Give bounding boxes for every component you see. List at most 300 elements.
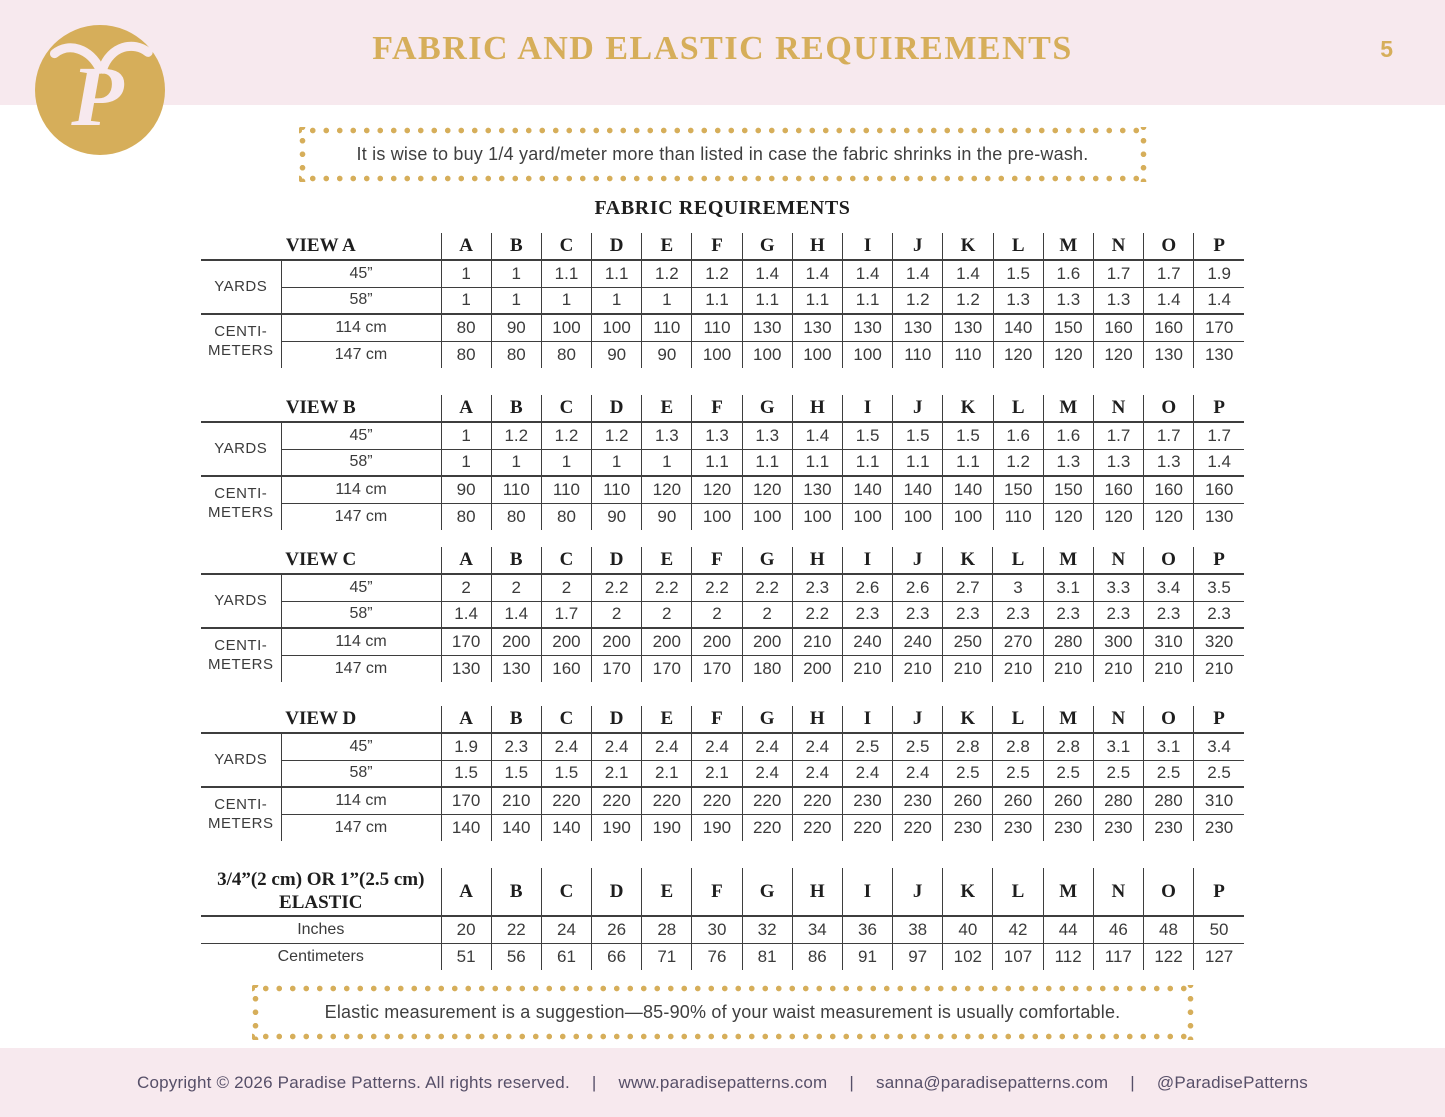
value-cell: 210 (1143, 655, 1193, 682)
size-header-cell: B (491, 233, 541, 260)
value-cell: 200 (742, 628, 792, 655)
value-cell: 1.2 (893, 287, 943, 314)
value-cell: 220 (692, 787, 742, 814)
value-cell: 130 (1194, 503, 1244, 530)
value-cell: 100 (742, 341, 792, 368)
value-cell: 100 (692, 503, 742, 530)
value-cell: 97 (893, 943, 943, 970)
centimeters-group-label: CENTI- METERS (207, 322, 274, 359)
size-header-cell: I (842, 547, 892, 574)
measure-label-cell: 58” (281, 601, 441, 628)
value-cell: 310 (1194, 787, 1244, 814)
value-cell: 2 (491, 574, 541, 601)
elastic-row-label: Centimeters (277, 947, 364, 965)
value-cell: 140 (993, 314, 1043, 341)
value-cell: 190 (592, 814, 642, 841)
size-header-cell: P (1194, 706, 1244, 733)
value-cell: 86 (792, 943, 842, 970)
value-cell: 210 (893, 655, 943, 682)
size-header-cell: N (1093, 233, 1143, 260)
value-cell: 90 (642, 341, 692, 368)
value-cell: 2.3 (842, 601, 892, 628)
value-cell: 200 (692, 628, 742, 655)
value-cell: 1 (491, 260, 541, 287)
page-title: FABRIC AND ELASTIC REQUIREMENTS (372, 30, 1073, 67)
value-cell: 110 (943, 341, 993, 368)
value-cell: 200 (592, 628, 642, 655)
table-row (201, 503, 1244, 530)
table-row (201, 314, 1244, 341)
value-cell: 210 (1043, 655, 1093, 682)
value-cell: 2.8 (1043, 733, 1093, 760)
value-cell: 1.3 (1144, 449, 1194, 476)
value-cell: 2.6 (893, 574, 943, 601)
yards-group-label: YARDS (201, 733, 281, 787)
value-cell: 220 (893, 814, 943, 841)
value-cell: 1.6 (1043, 422, 1093, 449)
value-cell: 230 (893, 787, 943, 814)
size-header-cell: J (893, 706, 943, 733)
value-cell: 170 (642, 655, 692, 682)
value-cell: 117 (1093, 943, 1143, 970)
value-cell: 280 (1093, 787, 1143, 814)
view-tables-container (0, 233, 1445, 841)
size-header-cell: F (692, 868, 742, 916)
size-header-cell: A (441, 706, 491, 733)
value-cell: 210 (1194, 655, 1244, 682)
measure-label-cell: 147 cm (281, 341, 441, 368)
size-header-cell: A (441, 868, 491, 916)
centimeters-group-label: CENTI- METERS (207, 795, 274, 832)
value-cell: 1.3 (1093, 449, 1143, 476)
value-cell: 107 (993, 943, 1043, 970)
value-cell: 34 (792, 916, 842, 943)
size-header-cell: M (1043, 706, 1093, 733)
value-cell: 1.5 (893, 422, 943, 449)
value-cell: 80 (441, 314, 491, 341)
copyright-text: Copyright © 2026 Paradise Patterns. All rights reserved. (136, 1072, 570, 1092)
value-cell: 76 (692, 943, 742, 970)
value-cell: 2 (642, 601, 692, 628)
fabric-table-view-b (201, 395, 1244, 530)
value-cell: 1.3 (1043, 287, 1093, 314)
table-row (201, 787, 1244, 814)
value-cell: 80 (541, 341, 591, 368)
value-cell: 300 (1093, 628, 1143, 655)
value-cell: 1.2 (943, 287, 993, 314)
value-cell: 1.5 (993, 260, 1043, 287)
size-header-cell: F (692, 706, 742, 733)
value-cell: 140 (943, 476, 993, 503)
value-cell: 260 (1043, 787, 1093, 814)
value-cell: 1 (592, 449, 642, 476)
value-cell: 160 (541, 655, 591, 682)
value-cell: 250 (943, 628, 993, 655)
value-cell: 2.3 (993, 601, 1043, 628)
svg-text:P: P (71, 49, 124, 145)
size-header-cell: D (592, 547, 642, 574)
value-cell: 270 (993, 628, 1043, 655)
table-row (201, 341, 1244, 368)
value-cell: 2 (692, 601, 742, 628)
value-cell: 1.7 (1093, 422, 1143, 449)
table-row (201, 260, 1244, 287)
size-header-cell: D (592, 868, 642, 916)
value-cell: 1.1 (943, 449, 993, 476)
value-cell: 81 (742, 943, 792, 970)
value-cell: 24 (541, 916, 591, 943)
value-cell: 230 (1093, 814, 1143, 841)
yards-group-label: YARDS (201, 574, 281, 628)
fabric-table-view-c (201, 547, 1244, 682)
value-cell: 200 (541, 628, 591, 655)
table-row (201, 760, 1244, 787)
value-cell: 130 (491, 655, 541, 682)
value-cell: 56 (491, 943, 541, 970)
value-cell: 2.7 (943, 574, 993, 601)
value-cell: 90 (592, 503, 642, 530)
footer-separator: | (591, 1072, 597, 1092)
size-header-cell: I (843, 233, 893, 260)
size-header-cell: N (1093, 395, 1143, 422)
value-cell: 80 (441, 341, 491, 368)
value-cell: 200 (792, 655, 842, 682)
size-header-cell: I (842, 868, 892, 916)
value-cell: 170 (592, 655, 642, 682)
value-cell: 130 (742, 314, 792, 341)
value-cell: 20 (441, 916, 491, 943)
value-cell: 1.6 (1043, 260, 1093, 287)
yards-group-label: YARDS (201, 422, 281, 476)
value-cell: 1.3 (993, 287, 1043, 314)
email-link[interactable]: sanna@paradisepatterns.com (876, 1072, 1109, 1092)
value-cell: 2.2 (692, 574, 742, 601)
size-header-cell: D (592, 395, 642, 422)
value-cell: 260 (943, 787, 993, 814)
value-cell: 1.2 (541, 422, 591, 449)
size-header-cell: I (842, 706, 892, 733)
value-cell: 90 (592, 341, 642, 368)
value-cell: 1.1 (692, 287, 742, 314)
view-title-cell: VIEW A (201, 233, 441, 260)
value-cell: 100 (893, 503, 943, 530)
table-row (201, 601, 1244, 628)
size-header-cell: E (642, 395, 692, 422)
value-cell: 2.8 (943, 733, 993, 760)
value-cell: 2.2 (792, 601, 842, 628)
value-cell: 1.7 (1194, 422, 1244, 449)
value-cell: 1 (441, 260, 491, 287)
size-header-cell: H (792, 395, 842, 422)
value-cell: 2.5 (1043, 760, 1093, 787)
value-cell: 280 (1143, 787, 1193, 814)
value-cell: 200 (642, 628, 692, 655)
size-header-cell: F (692, 547, 742, 574)
value-cell: 1.1 (843, 449, 893, 476)
value-cell: 120 (642, 476, 692, 503)
table-row (201, 628, 1244, 655)
value-cell: 230 (1143, 814, 1193, 841)
size-header-cell: A (441, 233, 491, 260)
value-cell: 61 (541, 943, 591, 970)
value-cell: 160 (1093, 314, 1143, 341)
size-header-cell: C (541, 868, 591, 916)
value-cell: 1.7 (1093, 260, 1143, 287)
value-cell: 2.4 (842, 760, 892, 787)
value-cell: 100 (792, 503, 842, 530)
size-header-cell: B (491, 868, 541, 916)
value-cell: 2.4 (541, 733, 591, 760)
footer-band (0, 1048, 1445, 1117)
value-cell: 2 (441, 574, 491, 601)
value-cell: 110 (893, 341, 943, 368)
size-header-cell: K (943, 706, 993, 733)
size-header-cell: L (993, 547, 1043, 574)
measure-label-cell: 45” (281, 574, 441, 601)
value-cell: 1.7 (1144, 260, 1194, 287)
value-cell: 130 (792, 314, 842, 341)
value-cell: 320 (1194, 628, 1244, 655)
value-cell: 2.4 (742, 760, 792, 787)
size-header-cell: M (1043, 868, 1093, 916)
value-cell: 1.2 (692, 260, 742, 287)
value-cell: 1.2 (993, 449, 1043, 476)
size-header-cell: K (943, 233, 993, 260)
value-cell: 42 (993, 916, 1043, 943)
value-cell: 2.6 (842, 574, 892, 601)
value-cell: 1 (592, 287, 642, 314)
value-cell: 1.4 (792, 260, 842, 287)
size-header-cell: H (792, 706, 842, 733)
palm-logo-icon (35, 25, 165, 155)
size-header-cell: O (1143, 547, 1193, 574)
value-cell: 130 (893, 314, 943, 341)
table-row (201, 476, 1244, 503)
value-cell: 2.8 (993, 733, 1043, 760)
elastic-note: Elastic measurement is a suggestion—85-90% of your waist measurement is usually comfortable. (252, 985, 1194, 1040)
size-header-cell: E (642, 706, 692, 733)
value-cell: 210 (1093, 655, 1143, 682)
size-header-cell: K (943, 395, 993, 422)
footer-separator: | (1130, 1072, 1135, 1092)
value-cell: 210 (993, 655, 1043, 682)
value-cell: 220 (592, 787, 642, 814)
value-cell: 2.3 (1043, 601, 1093, 628)
value-cell: 1.4 (1144, 287, 1194, 314)
value-cell: 1.1 (541, 260, 591, 287)
fabric-requirements-heading: FABRIC REQUIREMENTS (594, 197, 851, 219)
value-cell: 90 (642, 503, 692, 530)
size-header-cell: G (742, 706, 792, 733)
size-header-cell: P (1194, 233, 1244, 260)
size-header-cell: P (1194, 547, 1244, 574)
size-header-cell: A (441, 547, 491, 574)
value-cell: 120 (1093, 503, 1143, 530)
value-cell: 220 (842, 814, 892, 841)
size-header-cell: F (692, 395, 742, 422)
size-header-cell: P (1194, 395, 1244, 422)
value-cell: 220 (742, 787, 792, 814)
value-cell: 240 (893, 628, 943, 655)
value-cell: 140 (893, 476, 943, 503)
value-cell: 170 (692, 655, 742, 682)
size-header-cell: J (893, 547, 943, 574)
value-cell: 160 (1144, 314, 1194, 341)
size-header-cell: C (541, 706, 591, 733)
value-cell: 100 (792, 341, 842, 368)
value-cell: 28 (642, 916, 692, 943)
value-cell: 310 (1143, 628, 1193, 655)
value-cell: 130 (1194, 341, 1244, 368)
value-cell: 130 (792, 476, 842, 503)
value-cell: 140 (541, 814, 591, 841)
size-header-cell: H (792, 547, 842, 574)
table-row (201, 733, 1244, 760)
elastic-title-cell: 3/4”(2 cm) OR 1”(2.5 cm) ELASTIC (201, 868, 441, 916)
value-cell: 2.5 (1194, 760, 1244, 787)
value-cell: 110 (592, 476, 642, 503)
centimeters-group-label: CENTI- METERS (207, 636, 274, 673)
value-cell: 160 (1194, 476, 1244, 503)
social-handle-link[interactable]: @ParadisePatterns (1156, 1072, 1308, 1092)
value-cell: 1.4 (1194, 449, 1244, 476)
value-cell: 1 (541, 449, 591, 476)
size-header-cell: K (943, 547, 993, 574)
value-cell: 1.3 (642, 422, 692, 449)
value-cell: 3.1 (1093, 733, 1143, 760)
value-cell: 2.4 (642, 733, 692, 760)
value-cell: 51 (441, 943, 491, 970)
value-cell: 100 (692, 341, 742, 368)
value-cell: 100 (943, 503, 993, 530)
size-header-cell: G (742, 868, 792, 916)
value-cell: 1.3 (1093, 287, 1143, 314)
fabric-table-view-a (201, 233, 1244, 368)
value-cell: 190 (692, 814, 742, 841)
value-cell: 2.4 (792, 760, 842, 787)
table-row (201, 449, 1244, 476)
size-header-cell: L (993, 395, 1043, 422)
measure-label-cell: 58” (281, 449, 441, 476)
size-header-cell: B (491, 395, 541, 422)
footer-separator: | (849, 1072, 855, 1092)
value-cell: 3.1 (1043, 574, 1093, 601)
value-cell: 220 (742, 814, 792, 841)
value-cell: 44 (1043, 916, 1093, 943)
value-cell: 1 (441, 449, 491, 476)
value-cell: 1 (441, 287, 491, 314)
website-link[interactable]: www.paradisepatterns.com (618, 1072, 828, 1092)
value-cell: 122 (1143, 943, 1193, 970)
value-cell: 190 (642, 814, 692, 841)
value-cell: 2.2 (742, 574, 792, 601)
value-cell: 46 (1093, 916, 1143, 943)
size-header-cell: B (491, 706, 541, 733)
value-cell: 2.4 (592, 733, 642, 760)
value-cell: 1 (541, 287, 591, 314)
value-cell: 1.2 (642, 260, 692, 287)
value-cell: 240 (842, 628, 892, 655)
size-header-cell: K (943, 868, 993, 916)
value-cell: 1.4 (742, 260, 792, 287)
value-cell: 1.1 (792, 287, 842, 314)
view-title-cell: VIEW D (201, 706, 441, 733)
value-cell: 91 (842, 943, 892, 970)
size-header-cell: B (491, 547, 541, 574)
value-cell: 1.6 (993, 422, 1043, 449)
value-cell: 2.3 (943, 601, 993, 628)
fabric-table-view-d (201, 706, 1244, 841)
value-cell: 3.4 (1194, 733, 1244, 760)
value-cell: 2.1 (692, 760, 742, 787)
size-header-cell: L (993, 868, 1043, 916)
value-cell: 1.2 (592, 422, 642, 449)
value-cell: 120 (993, 341, 1043, 368)
size-header-cell: O (1144, 395, 1194, 422)
size-header-cell: E (642, 868, 692, 916)
value-cell: 2.4 (742, 733, 792, 760)
value-cell: 260 (993, 787, 1043, 814)
value-cell: 140 (441, 814, 491, 841)
value-cell: 90 (441, 476, 491, 503)
value-cell: 80 (541, 503, 591, 530)
table-row (201, 943, 1244, 970)
value-cell: 160 (1093, 476, 1143, 503)
value-cell: 2.5 (893, 733, 943, 760)
size-header-cell: F (692, 233, 742, 260)
value-cell: 110 (642, 314, 692, 341)
value-cell: 40 (943, 916, 993, 943)
value-cell: 230 (842, 787, 892, 814)
value-cell: 80 (491, 503, 541, 530)
value-cell: 1.4 (843, 260, 893, 287)
value-cell: 220 (792, 814, 842, 841)
value-cell: 180 (742, 655, 792, 682)
value-cell: 2.5 (993, 760, 1043, 787)
value-cell: 110 (541, 476, 591, 503)
value-cell: 3.1 (1143, 733, 1193, 760)
value-cell: 220 (642, 787, 692, 814)
value-cell: 1 (441, 422, 491, 449)
value-cell: 90 (491, 314, 541, 341)
value-cell: 32 (742, 916, 792, 943)
value-cell: 2.3 (893, 601, 943, 628)
elastic-row-label: Inches (201, 916, 441, 943)
value-cell: 150 (993, 476, 1043, 503)
size-header-cell: M (1043, 233, 1093, 260)
page-number: 5 (1380, 36, 1393, 62)
value-cell: 210 (943, 655, 993, 682)
value-cell: 150 (1043, 314, 1093, 341)
value-cell: 2.5 (943, 760, 993, 787)
value-cell: 120 (742, 476, 792, 503)
value-cell: 120 (1093, 341, 1143, 368)
size-header-cell: C (541, 395, 591, 422)
value-cell: 2.2 (592, 574, 642, 601)
value-cell: 2.4 (792, 733, 842, 760)
table-row (201, 916, 1244, 943)
value-cell: 1.4 (792, 422, 842, 449)
measure-label-cell: 147 cm (281, 814, 441, 841)
value-cell: 100 (843, 503, 893, 530)
value-cell: 110 (692, 314, 742, 341)
value-cell: 22 (491, 916, 541, 943)
value-cell: 140 (843, 476, 893, 503)
value-cell: 2.3 (491, 733, 541, 760)
value-cell: 2.2 (642, 574, 692, 601)
value-cell: 1.1 (592, 260, 642, 287)
value-cell: 1.5 (441, 760, 491, 787)
